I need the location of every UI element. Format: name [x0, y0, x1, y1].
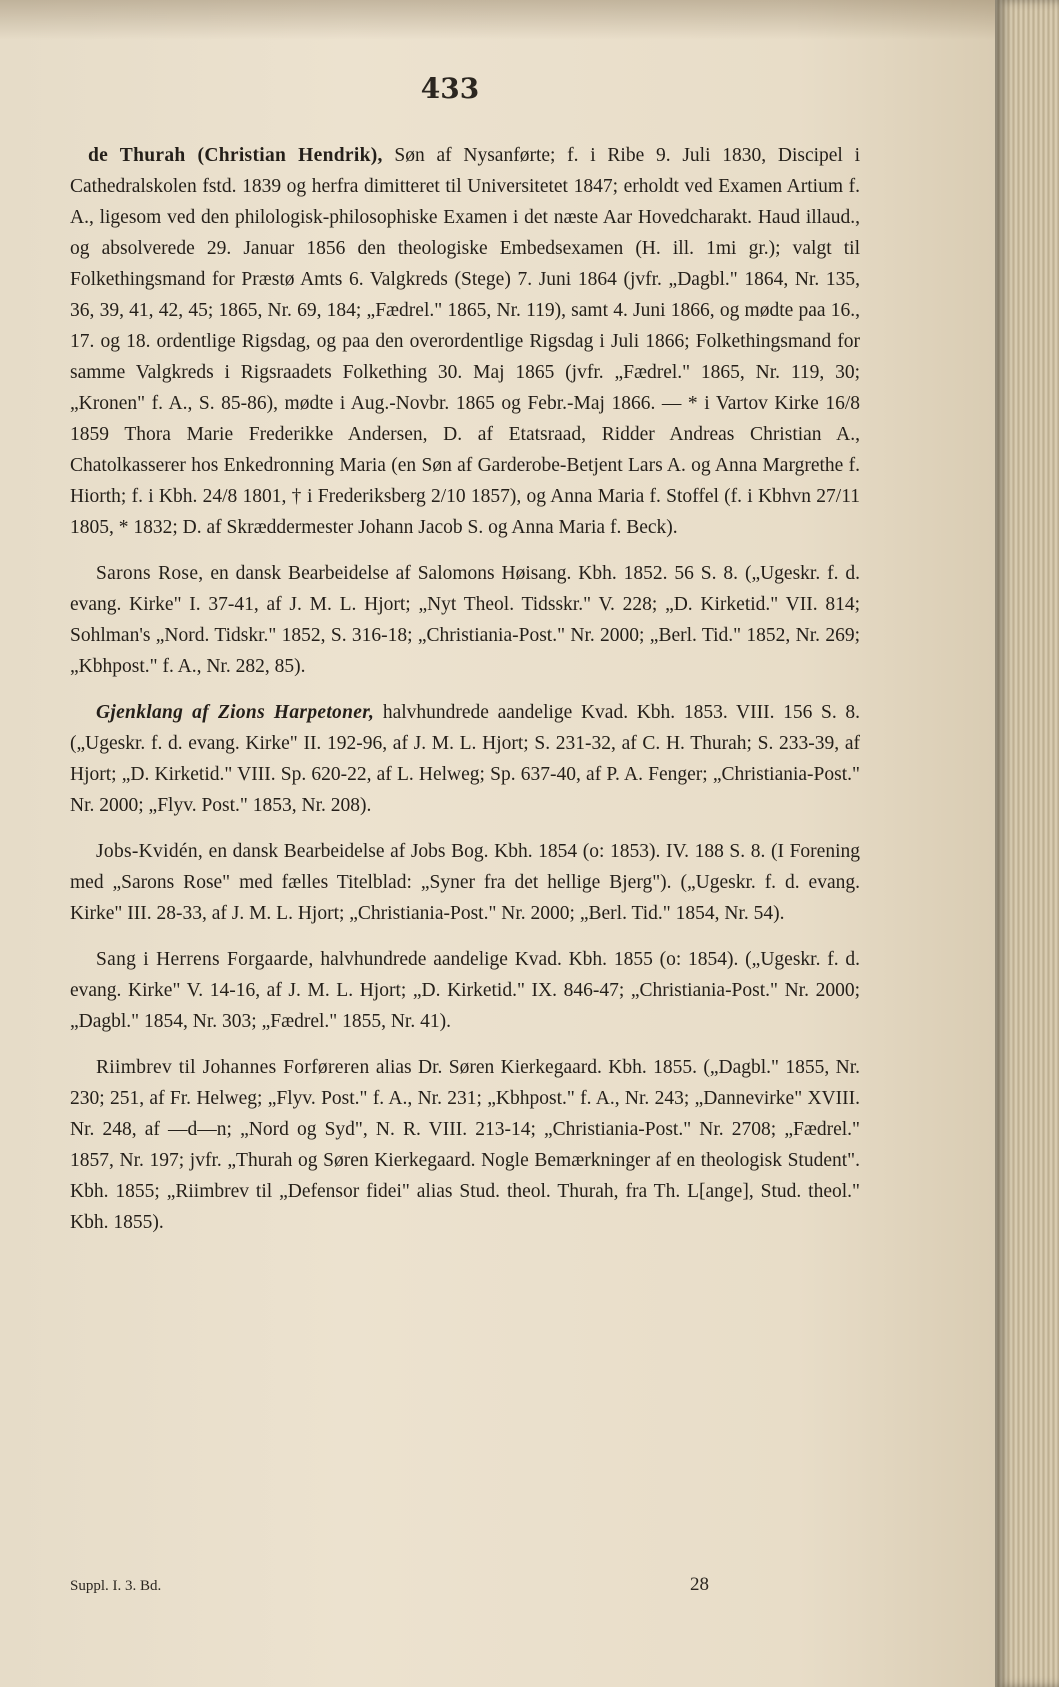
entry-sang-i-herrens [70, 944, 860, 1037]
entry-text: en dansk Bearbeidelse af Jobs Bog. Kbh. 1854 (o: 1853). IV. 188 S. 8. (I Forening med „Sarons Rose" med fælles Titelblad: „Syner fra det hellige Bjerg"). („Ugeskr. f. d. evang. Kirke" III. 28-33, af J. M. L. Hjort; „Christiania-Post." Nr. 2000; „Berl. Tid." 1854, Nr. 54). [70, 841, 860, 924]
footer-sheet-number: 28 [690, 1574, 709, 1595]
page-footer [70, 1574, 860, 1595]
entry-gjenklang [70, 697, 860, 821]
entry-riimbrev [70, 1052, 860, 1238]
entry-thurah [70, 140, 860, 543]
entry-text: halvhundrede aandelige Kvad. Kbh. 1855 (o: 1854). („Ugeskr. f. d. evang. Kirke" V. 14-16, af J. M. L. Hjort; „D. Kirketid." IX. 846-47; „Christiania-Post." Nr. 2000; „Dagbl." 1854, Nr. 303; „Fædrel." 1855, Nr. 41). [70, 949, 860, 1032]
page-number: 433 [420, 72, 480, 105]
entry-lead: de Thurah (Christian Hendrik), [88, 145, 383, 166]
entry-sarons-rose [70, 558, 860, 682]
text-block [70, 140, 860, 1253]
entry-lead: Sang i Herrens Forgaarde, [96, 949, 314, 970]
footer-signature: Suppl. I. 3. Bd. [70, 1578, 162, 1594]
entry-text: halvhundrede aandelige Kvad. Kbh. 1853. VIII. 156 S. 8. („Ugeskr. f. d. evang. Kirke" II. 192-96, af J. M. L. Hjort; S. 231-32, af C. H. Thurah; S. 233-39, af Hjort; „D. Kirketid." VIII. Sp. 620-22, af L. Helweg; Sp. 637-40, af P. A. Fenger; „Christiania-Post." Nr. 2000; „Flyv. Post." 1853, Nr. 208). [70, 702, 860, 816]
book-page-edges [995, 0, 1059, 1687]
entry-jobs-kviden [70, 836, 860, 929]
entry-text: en dansk Bearbeidelse af Salomons Høisang. Kbh. 1852. 56 S. 8. („Ugeskr. f. d. evang. Kirke" I. 37-41, af J. M. L. Hjort; „Nyt Theol. Tidsskr." V. 228; „D. Kirketid." VII. 814; Sohlman's „Nord. Tidskr." 1852, S. 316-18; „Christiania-Post." Nr. 2000; „Berl. Tid." 1852, Nr. 269; „Kbhpost." f. A., Nr. 282, 85). [70, 563, 861, 677]
top-shadow [0, 0, 995, 40]
entry-lead: Riimbrev til Johannes Forføreren [96, 1057, 370, 1078]
entry-text: alias Dr. Søren Kierkegaard. Kbh. 1855. („Dagbl." 1855, Nr. 230; 251, af Fr. Helweg; „Flyv. Post." f. A., Nr. 231; „Kbhpost." f. A., Nr. 243; „Dannevirke" XVIII. Nr. 248, af —d—n; „Nord og Syd", N. R. VIII. 213-14; „Christiania-Post." Nr. 2708; „Fædrel." 1857, Nr. 197; jvfr. „Thurah og Søren Kierkegaard. Nogle Bemærkninger af en theologisk Student". Kbh. 1855; „Riimbrev til „Defensor fidei" alias Stud. theol. Thurah, fra Th. L[ange], Stud. theol." Kbh. 1855). [70, 1057, 860, 1233]
entry-text: Søn af Nysanførte; f. i Ribe 9. Juli 1830, Discipel i Cathedralskolen fstd. 1839 og herfra dimitteret til Universitetet 1847; erholdt ved Examen Artium f. A., ligesom ved den philologisk-philosophiske Examen i det næste Aar Hovedcharakt. Haud illaud., og absolverede 29. Januar 1856 den theologiske Embedsexamen (H. ill. 1mi gr.); valgt til Folkethingsmand for Præstø Amts 6. Valgkreds (Stege) 7. Juni 1864 (jvfr. „Dagbl." 1864, Nr. 135, 36, 39, 41, 42, 45; 1865, Nr. 69, 184; „Fædrel." 1865, Nr. 119), samt 4. Juni 1866, og mødte paa 16., 17. og 18. ordentlige Rigsdag, og paa den overordentlige Rigsdag i Juli 1866; Folkethingsmand for samme Valgkreds i Rigsraadets Folkething 30. Maj 1865 (jvfr. „Fædrel." 1865, Nr. 119, 30; „Kronen" f. A., S. 85-86), mødte i Aug.-Novbr. 1865 og Febr.-Maj 1866. — * i Vartov Kirke 16/8 1859 Thora Marie Frederikke Andersen, D. af Etatsraad, Ridder Andreas Christian A., Chatolkasserer hos Enkedronning Maria (en Søn af Garderobe-Betjent Lars A. og Anna Margrethe f. Hiorth; f. i Kbh. 24/8 1801, † i Frederiksberg 2/10 1857), og Anna Maria f. Stoffel (f. i Kbhvn 27/11 1805, * 1832; D. af Skræddermester Johann Jacob S. og Anna Maria f. Beck). [70, 145, 860, 538]
entry-lead: Gjenklang af Zions Harpetoner, [96, 702, 375, 723]
entry-lead: Sarons Rose, [96, 563, 204, 584]
entry-lead: Jobs-Kvidén, [96, 841, 204, 862]
